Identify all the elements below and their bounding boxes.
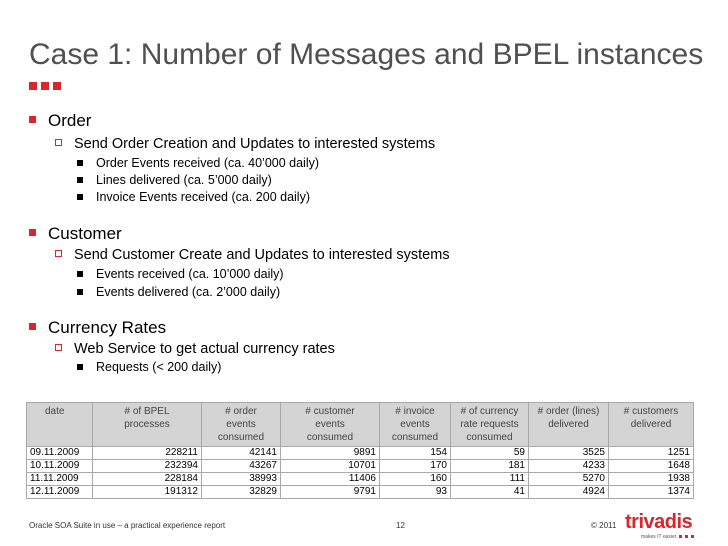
bullet-order (29, 111, 91, 131)
table-cell: 1648 (609, 460, 694, 473)
table-cell: 9891 (281, 447, 380, 460)
sub-bullet-label: Send Customer Create and Updates to interested systems (74, 247, 450, 263)
table-cell: 232394 (93, 460, 202, 473)
column-header: # of BPEL processes (93, 403, 202, 447)
list-item-label: Lines delivered (ca. 5’000 daily) (96, 173, 272, 187)
list-item-label: Events delivered (ca. 2’000 daily) (96, 285, 281, 299)
list-item (77, 285, 280, 299)
square-bullet-icon (77, 160, 83, 166)
table-cell: 1374 (609, 486, 694, 499)
trivadis-logo (625, 511, 693, 540)
column-header: # order events consumed (202, 403, 281, 447)
table-cell: 12.11.2009 (27, 486, 93, 499)
table-cell: 111 (451, 473, 529, 486)
square-bullet-icon (29, 323, 36, 330)
table-cell: 228211 (93, 447, 202, 460)
list-item (77, 156, 319, 170)
table-cell: 32829 (202, 486, 281, 499)
column-header: # invoice events consumed (380, 403, 451, 447)
column-header: # order (lines) delivered (529, 403, 609, 447)
square-bullet-icon (77, 177, 83, 183)
list-item (77, 173, 272, 187)
table-cell: 228184 (93, 473, 202, 486)
list-item (77, 267, 284, 281)
column-header: # of currency rate requests consumed (451, 403, 529, 447)
hollow-square-bullet-icon (55, 344, 62, 351)
table-row (27, 486, 694, 499)
table-row (27, 447, 694, 460)
table-cell: 1938 (609, 473, 694, 486)
table-cell: 160 (380, 473, 451, 486)
bullet-currency-rates (29, 318, 166, 338)
statistics-table (26, 402, 694, 499)
table-cell: 9791 (281, 486, 380, 499)
table-cell: 11406 (281, 473, 380, 486)
table-cell: 5270 (529, 473, 609, 486)
sub-bullet-label: Send Order Creation and Updates to interested systems (74, 136, 436, 152)
table-cell: 4924 (529, 486, 609, 499)
hollow-square-bullet-icon (55, 250, 62, 257)
table-row (27, 473, 694, 486)
table-cell: 3525 (529, 447, 609, 460)
title-accent-dots (29, 82, 61, 90)
bullet-label: Customer (48, 224, 122, 243)
column-header: date (27, 403, 93, 447)
list-item-label: Order Events received (ca. 40’000 daily) (96, 156, 320, 170)
table-cell: 11.11.2009 (27, 473, 93, 486)
square-bullet-icon (77, 289, 83, 295)
list-item (77, 190, 310, 204)
table-cell: 170 (380, 460, 451, 473)
table-cell: 41 (451, 486, 529, 499)
table-header-row (27, 403, 694, 447)
table-cell: 42141 (202, 447, 281, 460)
bullet-label: Currency Rates (48, 318, 167, 337)
table-cell: 10.11.2009 (27, 460, 93, 473)
table-cell: 1251 (609, 447, 694, 460)
square-bullet-icon (77, 364, 83, 370)
logo-dots-icon (679, 535, 694, 538)
list-item-label: Requests (< 200 daily) (96, 360, 222, 374)
column-header: # customers delivered (609, 403, 694, 447)
column-header: # customer events consumed (281, 403, 380, 447)
table-cell: 154 (380, 447, 451, 460)
table-cell: 4233 (529, 460, 609, 473)
square-bullet-icon (77, 271, 83, 277)
table-cell: 09.11.2009 (27, 447, 93, 460)
logo-wordmark: trivadis (625, 511, 693, 533)
logo-tagline: makes IT easier. (641, 534, 678, 540)
bullet-label: Order (48, 111, 92, 130)
footer-report-title: Oracle SOA Suite in use – a practical experience report (29, 521, 226, 530)
table-row (27, 460, 694, 473)
table-cell: 93 (380, 486, 451, 499)
sub-bullet (55, 341, 335, 357)
list-item-label: Invoice Events received (ca. 200 daily) (96, 190, 310, 204)
slide-title: Case 1: Number of Messages and BPEL instances (29, 38, 704, 71)
bullet-customer (29, 224, 122, 244)
square-bullet-icon (29, 116, 36, 123)
page-number: 12 (396, 521, 405, 530)
table-cell: 10701 (281, 460, 380, 473)
list-item-label: Events received (ca. 10’000 daily) (96, 267, 284, 281)
table-cell: 59 (451, 447, 529, 460)
table-cell: 43267 (202, 460, 281, 473)
sub-bullet (55, 136, 435, 152)
table-cell: 191312 (93, 486, 202, 499)
square-bullet-icon (77, 194, 83, 200)
sub-bullet-label: Web Service to get actual currency rates (74, 341, 335, 357)
table-cell: 38993 (202, 473, 281, 486)
table-cell: 181 (451, 460, 529, 473)
footer-copyright: © 2011 (591, 521, 617, 530)
list-item (77, 360, 221, 374)
square-bullet-icon (29, 229, 36, 236)
sub-bullet (55, 247, 450, 263)
hollow-square-bullet-icon (55, 139, 62, 146)
